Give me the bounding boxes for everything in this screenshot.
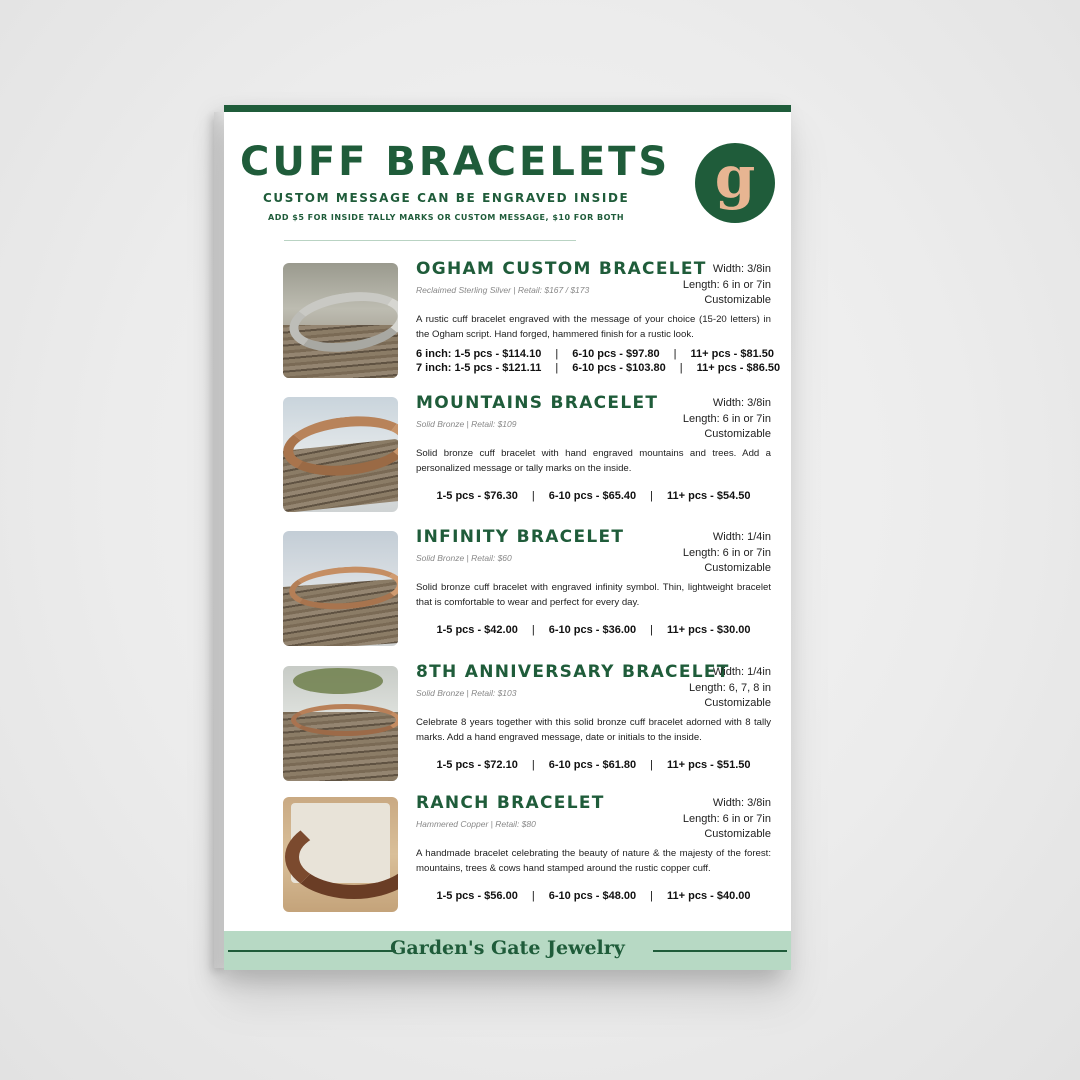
spec-length: Length: 6 in or 7in (682, 546, 771, 559)
product-specs (683, 396, 771, 443)
product-info (416, 527, 773, 649)
price-separator: | (531, 490, 535, 502)
spec-length: Length: 6 in or 7in (682, 278, 771, 291)
title-divider (284, 240, 576, 241)
price-separator: | (531, 759, 535, 771)
product-info (416, 393, 773, 515)
spec-custom: Customizable (704, 294, 771, 306)
price-separator: | (679, 362, 683, 374)
price-separator: | (650, 759, 654, 771)
price-separator: | (650, 890, 654, 902)
spec-width: Width: 3/8in (712, 397, 771, 409)
product-material: Reclaimed Sterling Silver | Retail: $167 / $173 (416, 285, 590, 295)
product-info (416, 662, 773, 784)
price-row (416, 362, 781, 374)
product-card-ogham (283, 259, 781, 381)
spec-width: Width: 1/4in (712, 666, 771, 678)
product-photo (283, 666, 398, 781)
product-material: Solid Bronze | Retail: $109 (416, 419, 517, 429)
product-specs (683, 796, 771, 843)
price-tier-2: 6-10 pcs - $97.80 (572, 348, 660, 360)
product-description: Solid bronze cuff bracelet with hand engraved mountains and trees. Add a personalized message or tally marks on the inside. (416, 448, 771, 474)
product-specs (683, 530, 771, 577)
price-row (416, 624, 771, 636)
top-accent-bar (224, 105, 791, 112)
price-tier-2: 6-10 pcs - $36.00 (548, 624, 637, 636)
brand-logo (695, 143, 775, 223)
product-material: Hammered Copper | Retail: $80 (416, 819, 536, 829)
price-separator: | (555, 362, 559, 374)
product-description: A rustic cuff bracelet engraved with the message of your choice (15-20 letters) in the Ogham script. Hand forged, hammered finish for a rustic look. (416, 314, 771, 340)
price-separator: | (531, 890, 535, 902)
page-title: CUFF BRACELETS (240, 139, 671, 185)
price-tier-3: 11+ pcs - $40.00 (667, 890, 751, 902)
price-row (416, 759, 771, 771)
footer-brand-name: Garden's Gate Jewelry (390, 937, 625, 959)
product-name: 8TH ANNIVERSARY BRACELET (416, 662, 730, 682)
product-name: RANCH BRACELET (416, 793, 605, 813)
product-name: OGHAM CUSTOM BRACELET (416, 259, 707, 279)
spec-width: Width: 3/8in (712, 263, 771, 275)
price-row (416, 490, 771, 502)
price-tier-1: 7 inch: 1-5 pcs - $121.11 (416, 362, 542, 374)
price-tier-1: 1-5 pcs - $72.10 (436, 759, 518, 771)
price-row (416, 890, 771, 902)
product-description: A handmade bracelet celebrating the beauty of nature & the majesty of the forest: mountains, trees & cows hand stamped around the rustic copper cuff. (416, 848, 771, 874)
price-tier-1: 1-5 pcs - $56.00 (436, 890, 518, 902)
product-material: Solid Bronze | Retail: $103 (416, 688, 517, 698)
price-separator: | (531, 624, 535, 636)
greenery-sprig (293, 668, 383, 694)
price-tier-1: 1-5 pcs - $76.30 (436, 490, 518, 502)
product-photo (283, 797, 398, 912)
product-specs (689, 665, 771, 712)
product-material: Solid Bronze | Retail: $60 (416, 553, 512, 563)
price-tier-2: 6-10 pcs - $65.40 (548, 490, 637, 502)
price-separator: | (650, 490, 654, 502)
price-separator: | (555, 348, 559, 360)
spec-length: Length: 6 in or 7in (682, 812, 771, 825)
price-tier-2: 6-10 pcs - $48.00 (548, 890, 637, 902)
spec-length: Length: 6 in or 7in (682, 412, 771, 425)
price-tier-2: 6-10 pcs - $61.80 (548, 759, 637, 771)
product-card-ranch (283, 793, 773, 915)
product-card-infinity (283, 527, 773, 649)
product-description: Solid bronze cuff bracelet with engraved infinity symbol. Thin, lightweight bracelet that is comfortable to wear and perfect for every day. (416, 582, 771, 608)
price-tier-3: 11+ pcs - $81.50 (690, 348, 775, 360)
catalog-page (224, 105, 791, 970)
price-separator: | (673, 348, 677, 360)
spec-custom: Customizable (704, 562, 771, 574)
product-card-anniversary (283, 662, 773, 784)
engraving-note: ADD $5 FOR INSIDE TALLY MARKS OR CUSTOM MESSAGE, $10 FOR BOTH (268, 213, 625, 222)
spec-custom: Customizable (704, 828, 771, 840)
price-tier-3: 11+ pcs - $54.50 (667, 490, 751, 502)
spec-width: Width: 1/4in (712, 531, 771, 543)
product-info (416, 793, 773, 915)
logo-letter: g (714, 143, 756, 211)
price-separator: | (650, 624, 654, 636)
price-tier-2: 6-10 pcs - $103.80 (572, 362, 666, 374)
price-tier-3: 11+ pcs - $51.50 (667, 759, 751, 771)
price-row (416, 348, 775, 360)
product-photo (283, 397, 398, 512)
price-tier-1: 6 inch: 1-5 pcs - $114.10 (416, 348, 542, 360)
price-tier-1: 1-5 pcs - $42.00 (436, 624, 518, 636)
product-photo (283, 263, 398, 378)
product-info (416, 259, 781, 381)
spec-length: Length: 6, 7, 8 in (689, 681, 771, 694)
price-tier-3: 11+ pcs - $86.50 (696, 362, 781, 374)
product-name: INFINITY BRACELET (416, 527, 625, 547)
product-card-mountains (283, 393, 773, 515)
page-subtitle: CUSTOM MESSAGE CAN BE ENGRAVED INSIDE (263, 191, 630, 205)
product-photo (283, 531, 398, 646)
spec-custom: Customizable (704, 697, 771, 709)
product-description: Celebrate 8 years together with this solid bronze cuff bracelet adorned with 8 tally marks. Add a hand engraved message, date or initials to the inside. (416, 717, 771, 743)
footer-band (224, 931, 791, 970)
product-specs (683, 262, 771, 309)
spec-width: Width: 3/8in (712, 797, 771, 809)
price-tier-3: 11+ pcs - $30.00 (667, 624, 751, 636)
product-name: MOUNTAINS BRACELET (416, 393, 659, 413)
spec-custom: Customizable (704, 428, 771, 440)
